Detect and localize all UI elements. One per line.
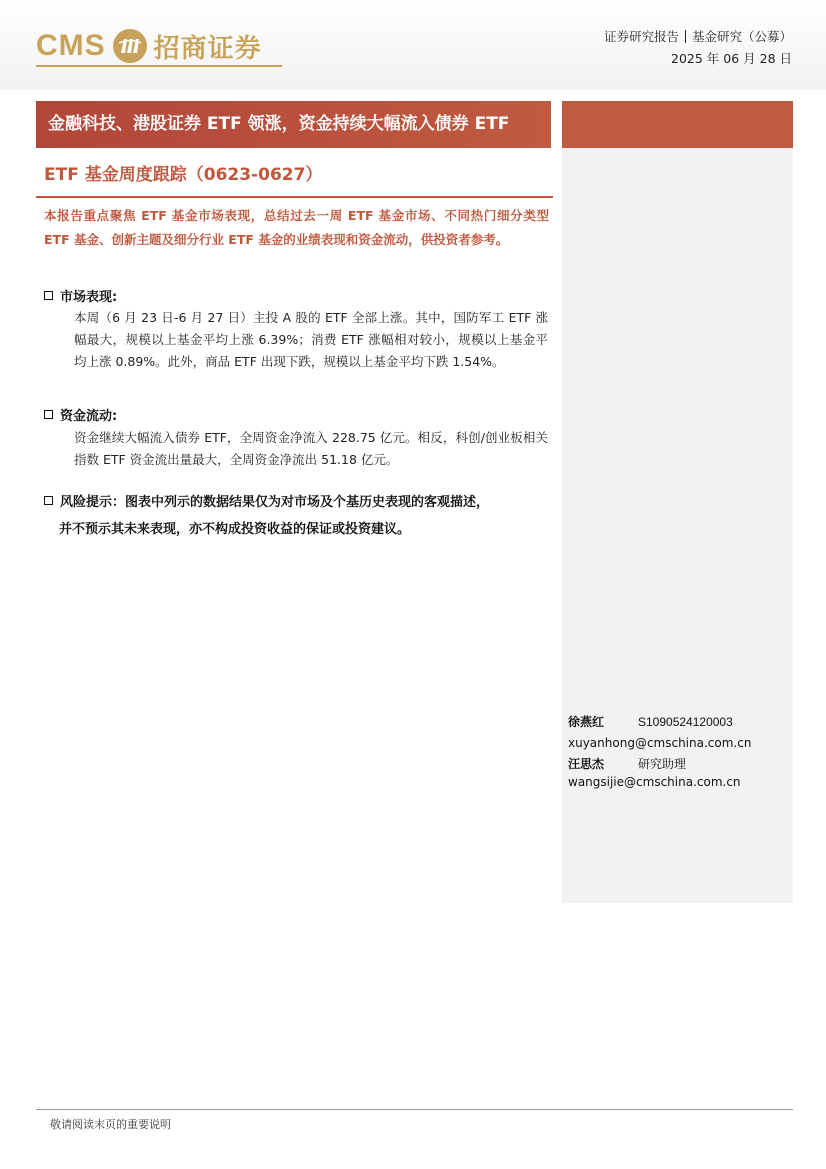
analyst-2-header xyxy=(568,755,686,772)
sidebar-banner xyxy=(562,101,793,148)
subtitle-divider xyxy=(36,196,553,198)
analyst-name: 徐燕红 xyxy=(568,715,605,729)
risk-line-2: 并不预示其未来表现，亦不构成投资收益的保证或投资建议。 xyxy=(59,522,411,537)
risk-text-1: 风险提示：图表中列示的数据结果仅为对市场及个基历史表现的客观描述， xyxy=(60,495,490,510)
report-title: 金融科技、港股证券 ETF 领涨，资金持续大幅流入债券 ETF xyxy=(36,101,551,148)
report-category: 基金研究（公募） xyxy=(691,29,792,44)
checkbox-bullet-icon xyxy=(44,291,53,300)
report-summary: 本报告重点聚焦 ETF 基金市场表现，总结过去一周 ETF 基金市场、不同热门细分类型 ETF 基金、创新主题及细分行业 ETF 基金的业绩表现和资金流动，供投资者参考。 xyxy=(44,208,549,247)
analyst-name: 汪思杰 xyxy=(568,757,605,771)
checkbox-bullet-icon xyxy=(44,496,53,505)
header-meta xyxy=(604,26,792,70)
logo-emblem-icon xyxy=(112,28,148,64)
section-body-market: 本周（6 月 23 日-6 月 27 日）主投 A 股的 ETF 全部上涨。其中，国防军工 ETF 涨幅最大，规模以上基金平均上涨 6.39%；消费 ETF 涨幅相对较小，规模以上基金平均上涨 0.89%。此外，商品 ETF 出现下跌，规模以上基金平均下跌 1.54%。 xyxy=(74,310,548,369)
analyst-2-email[interactable]: wangsijie@cmschina.com.cn xyxy=(568,775,741,789)
analyst-license-id: S1090524120003 xyxy=(638,715,733,729)
footer-divider xyxy=(36,1109,793,1110)
analyst-1-header xyxy=(568,713,733,730)
header-separator xyxy=(685,30,686,43)
risk-line-1 xyxy=(44,489,554,516)
report-subtitle: ETF 基金周度跟踪（0623-0627） xyxy=(44,165,323,185)
section-body-fund-flow: 资金继续大幅流入债券 ETF，全周资金净流入 228.75 亿元。相反，科创/创业板相关指数 ETF 资金流出量最大，全周资金净流出 51.18 亿元。 xyxy=(74,430,548,467)
analyst-sidebar xyxy=(562,148,793,903)
company-logo xyxy=(36,24,262,68)
checkbox-bullet-icon xyxy=(44,410,53,419)
logo-cms-text: CMS xyxy=(36,29,106,62)
report-category-line xyxy=(604,26,792,48)
section-heading-fund-flow xyxy=(44,405,117,424)
logo-underline xyxy=(36,65,282,67)
analyst-role: 研究助理 xyxy=(638,757,687,771)
footer-disclaimer: 敬请阅读末页的重要说明 xyxy=(50,1118,171,1131)
logo-chinese-text: 招商证券 xyxy=(153,33,262,64)
risk-warning xyxy=(44,489,554,543)
section-heading-text: 市场表现: xyxy=(60,290,118,305)
report-type: 证券研究报告 xyxy=(603,29,679,44)
section-heading-text: 资金流动: xyxy=(60,409,118,424)
section-heading-market xyxy=(44,286,117,305)
analyst-1-email[interactable]: xuyanhong@cmschina.com.cn xyxy=(568,736,752,750)
report-date: 2025 年 06 月 28 日 xyxy=(671,51,792,66)
